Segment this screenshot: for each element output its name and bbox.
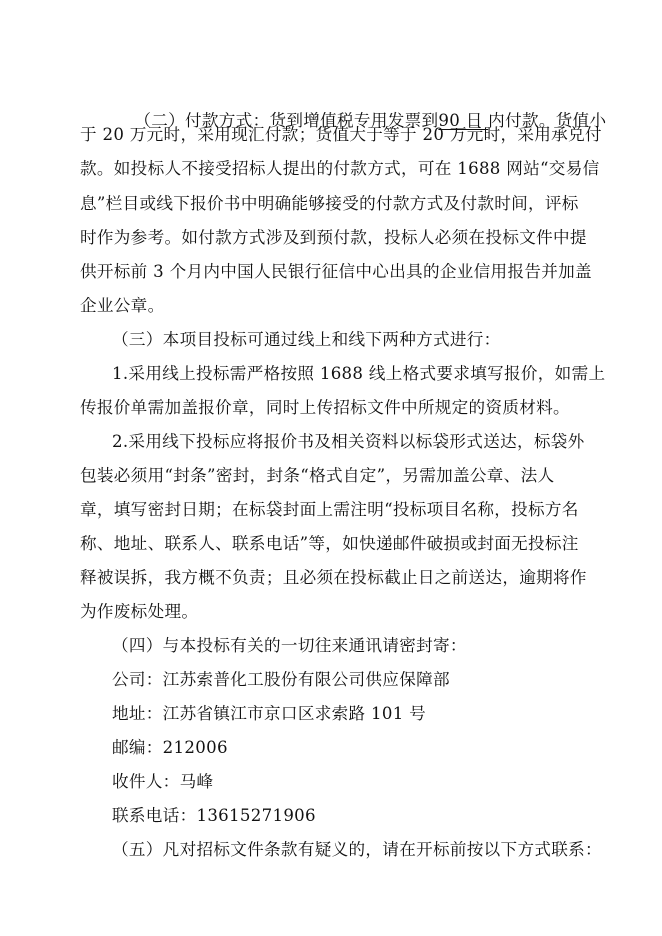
contact-address: 地址：江苏省镇江市京口区求索路 101 号 — [112, 704, 427, 723]
paragraph-line: 包装必须用“封条”密封，封条“格式自定”，另需加盖公章、法人 — [80, 466, 555, 485]
paragraph-line: 章，填写密封日期；在标袋封面上需注明“投标项目名称，投标方名 — [80, 500, 579, 519]
paragraph-line: 1.采用线上投标需严格按照 1688 线上格式要求填写报价，如需上 — [112, 364, 606, 383]
contact-postcode: 邮编：212006 — [112, 738, 228, 757]
paragraph-line: 供开标前 3 个月内中国人民银行征信中心出具的企业信用报告并加盖 — [80, 262, 592, 281]
contact-phone: 联系电话：13615271906 — [112, 806, 316, 825]
section-3-heading: （三）本项目投标可通过线上和线下两种方式进行： — [112, 330, 501, 349]
paragraph-line: 称、地址、联系人、联系电话”等，如快递邮件破损或封面无投标注 — [80, 534, 579, 553]
contact-recipient: 收件人：马峰 — [112, 772, 214, 791]
paragraph-line: 款。如投标人不接受招标人提出的付款方式，可在 1688 网站“交易信 — [80, 159, 600, 178]
paragraph-line: 释被误拆，我方概不负责；且必须在投标截止日之前送达，逾期将作 — [80, 568, 587, 587]
text-segment: 内付款。货值小 — [488, 111, 607, 130]
paragraph-line: 传报价单需加盖报价章，同时上传招标文件中所规定的资质材料。 — [80, 398, 570, 417]
text-segment: （二）付款方式：货到增值税专用发票到 — [134, 111, 439, 130]
paragraph-line: 企业公章。 — [80, 296, 165, 315]
contact-company: 公司：江苏索普化工股份有限公司供应保障部 — [112, 670, 450, 689]
section-4-heading: （四）与本投标有关的一切往来通讯请密封寄： — [112, 636, 467, 655]
underlined-days: 90 日 — [438, 111, 489, 130]
paragraph-line: 于 20 万元时，采用现汇付款；货值大于等于 20 万元时，采用承兑付 — [80, 125, 602, 144]
paragraph-line: 2.采用线下投标应将报价书及相关资料以标袋形式送达，标袋外 — [112, 432, 585, 451]
paragraph-line: 时作为参考。如付款方式涉及到预付款，投标人必须在投标文件中提 — [80, 228, 587, 247]
paragraph-line: 为作废标处理。 — [80, 602, 199, 621]
section-5-heading: （五）凡对招标文件条款有疑义的，请在开标前按以下方式联系： — [112, 840, 602, 859]
paragraph-line: 息”栏目或线下报价书中明确能够接受的付款方式及付款时间，评标 — [80, 194, 579, 213]
